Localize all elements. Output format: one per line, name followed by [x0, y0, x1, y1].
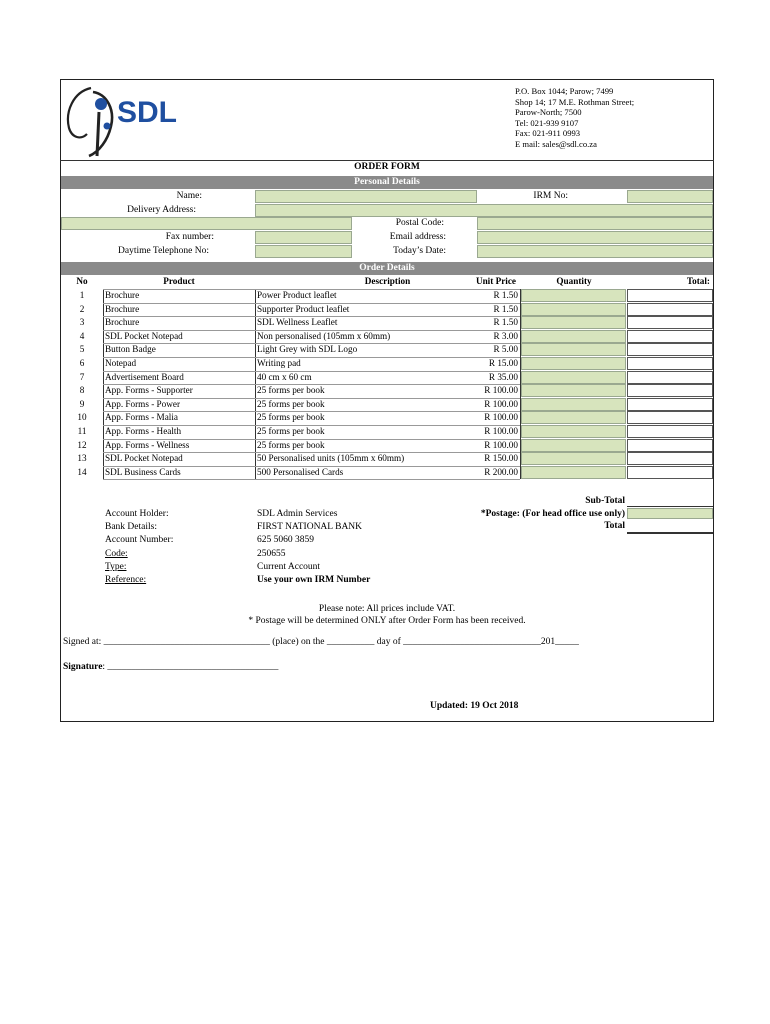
product-cell: Notepad: [105, 358, 137, 368]
quantity-input[interactable]: [521, 466, 626, 479]
total-cell[interactable]: [627, 411, 713, 424]
unit-price-cell: R 200.00: [484, 466, 518, 477]
description-cell: 25 forms per book: [257, 426, 325, 436]
quantity-input[interactable]: [521, 452, 626, 465]
total-cell[interactable]: [627, 425, 713, 438]
unit-price-cell: R 100.00: [484, 398, 518, 409]
address-line: E mail: sales@sdl.co.za: [515, 138, 597, 149]
quantity-input[interactable]: [521, 316, 626, 329]
form-title: ORDER FORM: [354, 162, 420, 172]
col-product-header: Product: [163, 276, 195, 286]
col-description-header: Description: [364, 276, 411, 286]
product-cell: App. Forms - Health: [105, 426, 182, 436]
irm-label: IRM No:: [533, 191, 568, 201]
bank-value: 250655: [257, 548, 286, 559]
delivery-address-input[interactable]: [255, 204, 713, 217]
table-row-divider: [103, 316, 520, 317]
bank-label: Bank Details:: [105, 522, 157, 533]
updated-date: Updated: 19 Oct 2018: [430, 701, 519, 711]
product-cell: App. Forms - Power: [105, 398, 181, 409]
date-label: Today’s Date:: [393, 246, 446, 256]
table-row-divider: [103, 452, 520, 453]
description-cell: Writing pad: [257, 358, 301, 368]
bank-label: Reference:: [105, 575, 147, 585]
description-cell: 25 forms per book: [257, 439, 325, 450]
unit-price-cell: R 100.00: [484, 412, 518, 423]
quantity-input[interactable]: [521, 411, 626, 424]
phone-label: Daytime Telephone No:: [118, 246, 209, 256]
total-cell[interactable]: [627, 343, 713, 356]
description-cell: 25 forms per book: [257, 398, 325, 409]
description-cell: 500 Personalised Cards: [257, 466, 344, 477]
col-no-header: No: [76, 276, 88, 286]
bank-value: FIRST NATIONAL BANK: [257, 522, 363, 533]
row-number: 4: [79, 330, 85, 341]
quantity-input[interactable]: [521, 371, 626, 384]
postage-note: * Postage will be determined ONLY after Order Form has been received.: [248, 616, 526, 626]
company-address: [515, 86, 634, 150]
total-cell[interactable]: [627, 316, 713, 329]
unit-price-cell: R 100.00: [484, 385, 518, 396]
quantity-input[interactable]: [521, 303, 626, 316]
bank-value: SDL Admin Services: [257, 509, 338, 519]
row-number: 5: [79, 344, 85, 355]
fax-input[interactable]: [255, 231, 352, 244]
unit-price-cell: R 3.00: [493, 330, 518, 341]
bank-label: Account Holder:: [105, 509, 169, 519]
unit-price-cell: R 100.00: [484, 439, 518, 450]
table-row-divider: [103, 466, 520, 467]
col-total-header: Total:: [686, 276, 710, 286]
table-row-divider: [103, 439, 520, 440]
product-cell: Brochure: [105, 317, 140, 328]
delivery-address-line2-input[interactable]: [61, 217, 352, 230]
unit-price-cell: R 150.00: [484, 453, 518, 464]
description-cell: Power Product leaflet: [257, 290, 337, 300]
table-row-divider: [103, 411, 520, 412]
logo-text: SDL: [117, 96, 177, 129]
row-number: 6: [79, 358, 85, 368]
unit-price-cell: R 35.00: [488, 371, 518, 382]
product-cell: App. Forms - Malia: [105, 412, 178, 423]
unit-price-cell: R 1.50: [493, 317, 518, 328]
table-row-divider: [103, 330, 520, 331]
product-cell: SDL Pocket Notepad: [105, 330, 183, 341]
signed-at-line[interactable]: Signed at: ___________________________________ (place) on the __________ day of _____________________________201_____: [63, 637, 579, 647]
date-input[interactable]: [477, 245, 713, 258]
quantity-input[interactable]: [521, 289, 626, 302]
product-cell: App. Forms - Wellness: [105, 439, 190, 450]
product-cell: Button Badge: [105, 344, 156, 355]
irm-input[interactable]: [627, 190, 713, 203]
bank-label: Account Number:: [105, 535, 174, 546]
postal-code-input[interactable]: [477, 217, 713, 230]
vat-note: Please note: All prices include VAT.: [318, 604, 456, 614]
address-line: Shop 14; 17 M.E. Rothman Street;: [515, 96, 635, 107]
postage-input[interactable]: [627, 508, 713, 519]
description-cell: 25 forms per book: [257, 385, 325, 396]
row-number: 8: [79, 385, 85, 396]
divider: [60, 160, 714, 161]
postal-code-label: Postal Code:: [395, 218, 444, 228]
product-cell: Brochure: [105, 303, 140, 314]
quantity-input[interactable]: [521, 398, 626, 411]
product-cell: SDL Pocket Notepad: [105, 453, 183, 464]
description-cell: SDL Wellness Leaflet: [257, 317, 338, 328]
total-cell[interactable]: [627, 452, 713, 465]
bank-value: 625 5060 3859: [257, 535, 314, 546]
total-cell[interactable]: [627, 289, 713, 302]
row-number: 1: [79, 290, 85, 300]
table-row-divider: [103, 384, 520, 385]
address-line: Fax: 021-911 0993: [515, 128, 581, 139]
table-row-divider: [103, 289, 520, 290]
name-label: Name:: [176, 191, 202, 201]
row-number: 7: [79, 371, 85, 382]
sdl-logo: [63, 82, 193, 158]
phone-input[interactable]: [255, 245, 352, 258]
row-number: 13: [77, 453, 87, 464]
bank-value: Current Account: [257, 561, 321, 572]
address-line: Parow-North; 7500: [515, 107, 582, 118]
subtotal-label: Sub-Total: [585, 496, 625, 506]
row-number: 10: [77, 412, 87, 423]
description-cell: Non personalised (105mm x 60mm): [257, 330, 391, 341]
signature-blank[interactable]: : ____________________________________: [102, 662, 279, 672]
description-cell: 50 Personalised units (105mm x 60mm): [257, 453, 405, 464]
total-label: Total: [604, 521, 625, 531]
total-cell[interactable]: [627, 330, 713, 343]
postage-label: *Postage: (For head office use only): [480, 509, 625, 519]
unit-price-cell: R 5.00: [493, 344, 518, 355]
description-cell: 25 forms per book: [257, 412, 325, 423]
row-number: 2: [79, 303, 85, 314]
bank-label: Code:: [105, 548, 128, 559]
row-number: 12: [77, 439, 87, 450]
table-row-divider: [103, 371, 520, 372]
col-quantity-header: Quantity: [556, 276, 592, 286]
row-number: 14: [77, 466, 87, 477]
quantity-input[interactable]: [521, 425, 626, 438]
product-cell: App. Forms - Supporter: [105, 385, 193, 396]
personal-details-header: Personal Details: [61, 176, 713, 189]
total-cell[interactable]: [627, 303, 713, 316]
row-number: 9: [79, 398, 85, 409]
unit-price-cell: R 1.50: [493, 303, 518, 314]
product-cell: Advertisement Board: [105, 371, 184, 382]
name-input[interactable]: [255, 190, 477, 203]
email-label: Email address:: [389, 232, 446, 242]
quantity-input[interactable]: [521, 330, 626, 343]
address-line: Tel: 021-939 9107: [515, 117, 579, 128]
table-row-divider: [103, 357, 520, 358]
subtotal-line[interactable]: [627, 506, 713, 507]
table-row-divider: [103, 425, 520, 426]
total-cell[interactable]: [627, 439, 713, 452]
order-details-header: Order Details: [61, 262, 713, 275]
email-input[interactable]: [477, 231, 713, 244]
bank-label: Type:: [105, 561, 127, 572]
fax-label: Fax number:: [165, 232, 214, 242]
signature-label: Signature: [63, 662, 103, 672]
row-number: 11: [77, 426, 87, 436]
total-cell[interactable]: [627, 357, 713, 370]
unit-price-cell: R 100.00: [484, 426, 518, 436]
row-number: 3: [79, 317, 85, 328]
total-line[interactable]: [627, 532, 713, 534]
table-row-divider: [103, 303, 520, 304]
quantity-input[interactable]: [521, 357, 626, 370]
total-cell[interactable]: [627, 398, 713, 411]
unit-price-cell: R 15.00: [488, 358, 518, 368]
bank-value: Use your own IRM Number: [257, 575, 371, 585]
quantity-input[interactable]: [521, 343, 626, 356]
quantity-input[interactable]: [521, 439, 626, 452]
product-cell: Brochure: [105, 290, 140, 300]
table-row-divider: [103, 479, 520, 480]
product-cell: SDL Business Cards: [105, 466, 181, 477]
table-column-divider: [520, 289, 521, 479]
total-cell[interactable]: [627, 384, 713, 397]
description-cell: Supporter Product leaflet: [257, 303, 350, 314]
table-row-divider: [103, 343, 520, 344]
total-cell[interactable]: [627, 466, 713, 479]
quantity-input[interactable]: [521, 384, 626, 397]
table-row-divider: [103, 398, 520, 399]
description-cell: Light Grey with SDL Logo: [257, 344, 358, 355]
signature-line[interactable]: [63, 662, 278, 672]
address-line: P.O. Box 1044; Parow; 7499: [515, 86, 614, 96]
total-cell[interactable]: [627, 371, 713, 384]
delivery-address-label: Delivery Address:: [127, 205, 196, 215]
col-unit-price-header: Unit Price: [475, 276, 516, 286]
description-cell: 40 cm x 60 cm: [257, 371, 312, 382]
unit-price-cell: R 1.50: [493, 290, 518, 300]
